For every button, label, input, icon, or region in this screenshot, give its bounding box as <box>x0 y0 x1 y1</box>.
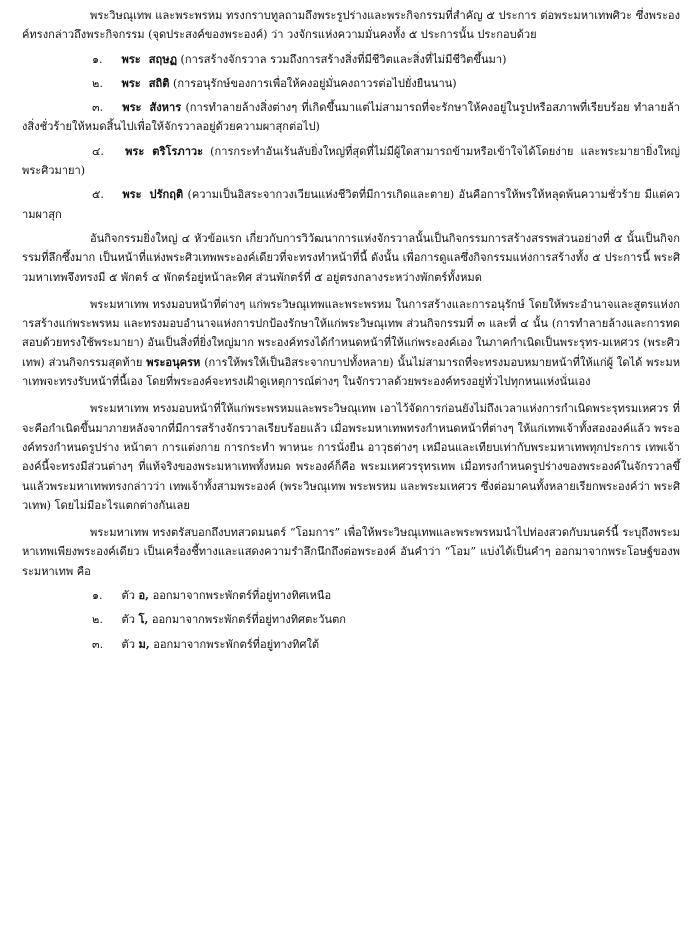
om-item-description: ออกมาจากพระพักตร์ที่อยู่ทางทิศเหนือ <box>152 589 332 603</box>
item-title: พระ <box>121 52 141 66</box>
list-item <box>22 185 680 224</box>
om-item-number: ๑. <box>92 589 103 603</box>
list-item <box>22 74 680 93</box>
item-description: (การกระทำอันเร้นลับยิ่งใหญ่ที่สุดที่ไม่มีผู้ใดสามารถข้ามหรือเข้าใจได้โดยง่าย และพระมายายิ่งใหญ่ พระศิวมายา) <box>22 144 680 178</box>
item-description: (การอนุรักษ์ของการเพื่อให้คงอยู่มั่นคงถาวรต่อไปยั่งยืนนาน) <box>173 76 457 90</box>
om-item-number: ๓. <box>92 637 104 651</box>
om-item-letter: อ, <box>138 589 150 603</box>
om-list-item <box>22 610 680 629</box>
item-name: สฤษฏ <box>148 52 178 66</box>
paragraph-om: พระมหาเทพ ทรงตรัสบอกถึงบทสวดมนตร์ “โอมการ” เพื่อให้พระวิษณุเทพและพระพรหมนำไปท่องสวดกับมนตร์นี้ ระบุถึงพระมหาเทพเพียงพระองค์เดียว เป็นเครื่องชี้ทางและแสดงความรำลึกนึกถึงต่อพระองค์ อันคำว่า “โอม” แบ่งได้เป็นคำๆ ออกมาจากพระโอษฐ์ของพระมหาเทพ คือ <box>22 526 680 578</box>
item-name: สังหาร <box>149 101 182 115</box>
paragraph-duties <box>22 295 680 391</box>
om-item-description: ออกมาจากพระพักตร์ที่อยู่ทางทิศตะวันตก <box>151 613 346 627</box>
om-item-description: ออกมาจากพระพักตร์ที่อยู่ทางทิศใต้ <box>153 637 320 651</box>
item-title: พระ <box>122 188 142 202</box>
item-description: (การสร้างจักรวาล รวมถึงการสร้างสิ่งที่มีชีวิตและสิ่งที่ไม่มีชีวิตขึ้นมา) <box>180 52 507 66</box>
duties-text-a: พระมหาเทพ ทรงมอบหน้าที่ต่างๆ แก่พระวิษณุเทพและพระพรหม ในการสร้างและการอนุรักษ์ โดยให้พระอำนาจและสูตรแห่งการสร้างแก่พระพรหม และทรงมอบอำนาจแห่งการปกป้องรักษาให้แก่พระวิษณุเทพ ส่วนกิจกรรมที่ ๓ และที่ ๔ นั้น (การทำลายล้างและการทดสอบด้วยทรงใช้พระมายา) อันเป็นสิ่งที่ยิ่งใหญ่มาก พระองค์ทรงได้กำหนดหน้าที่ให้แก่พระองค์เอง ในภาคกำเนิดเป็นพระรุทร-มเหศวร (พระศิวเทพ) ส่วนกิจกรรมสุดท้าย <box>22 297 680 369</box>
paragraph-four-activities: อันกิจกรรมยิ่งใหญ่ ๔ หัวข้อแรก เกี่ยวกับการวิวัฒนาการแห่งจักรวาลนั้นเป็นกิจกรรมการสร้างสรรพส่วนอย่างที่ ๕ นั้นเป็นกิจกรรมที่ลึกซึ้งมาก เป็นหน้าที่แห่งพระศิวเทพพระองค์เดียวที่จะทรงทำหน้าที่นี้ ดังนั้น เพื่อการดูแลซึ่งกิจกรรมแห่งการสร้างทั้ง ๕ ประการนี้ พระศิวมหาเทพจึงทรงมี ๕ พักตร์ ๔ พักตร์อยู่หน้าละทิศ ส่วนพักตร์ที่ ๕ อยู่ตรงกลางระหว่างพักตร์ทั้งหมด <box>22 231 680 284</box>
item-title: พระ <box>122 101 142 115</box>
item-name: สถิติ <box>148 76 170 90</box>
om-list-item <box>22 635 680 654</box>
item-description: (การทำลายล้างสิ่งต่างๆ ที่เกิดขึ้นมาแต่ไม่สามารถที่จะรักษาให้คงอยู่ในรูปหรือสภาพที่เรียบร้อย ทำลายล้างสิ่งชั่วร้ายให้หมดสิ้นไปเพื่อให้จักรวาลอยู่ด้วยความผาสุกต่อไป) <box>22 101 680 134</box>
om-item-number: ๒. <box>92 613 103 627</box>
item-title: พระ <box>121 76 141 90</box>
anugraha-term: พระอนุครห <box>146 355 201 369</box>
item-number: ๑. <box>92 52 103 66</box>
om-item-label: ตัว <box>121 637 135 651</box>
om-item-label: ตัว <box>121 589 135 603</box>
list-item <box>22 98 680 137</box>
duties-text-b: (การให้พรให้เป็นอิสระจากบาปทั้งหลาย) นั้นไม่สามารถที่จะทรงมอบหมายหน้าที่ให้แก่ผู้ ใดได้ พระมหาเทพจะทรงรับหน้าที่นี้เอง โดยที่พระองค์จะทรงเฝ้าดูเหตุการณ์ต่างๆ ในจักรวาลด้วยพระองค์ทรงอยู่ทั่วไปทุกหนแห่งนั่นเอง <box>22 355 681 389</box>
paragraph-rudra: พระมหาเทพ ทรงมอบหน้าที่ให้แก่พระพรหมและพระวิษณุเทพ เอาไว้จัดการก่อนยังไม่ถึงเวลาแห่งการกำเนิดพระรุทรมเหศวร ที่จะคือกำเนิดขึ้นมาภายหลังจากที่มีการสร้างจักรวาลเรียบร้อยแล้ว เมื่อพระมหาเทพทรงกำหนดหน้าที่ต่างๆ ให้แก่เทพเจ้าทั้งสององค์แล้ว พระองค์ทรงกำหนดรูปร่าง หน้าตา การแต่งกาย การกระทำ พาหนะ การนั่งยืน อาวุธต่างๆ เหมือนและเทียบเท่ากับพระมหาเทพทุกประการ เทพเจ้าองค์นี้จะทรงมีส่วนต่างๆ ที่แท้จริงของพระมหาเทพทั้งหมด พระองค์ก็คือ พระมเหศวรรุทรเทพ เมื่อทรงกำหนดรูปร่างของพระองค์ในจักรวาลขึ้นแล้วพระมหาเทพทรงกล่าวว่า เทพเจ้าทั้งสามพระองค์ (พระวิษณุเทพ พระพรหม และพระมเหศวร ซึ่งต่อมาคนทั้งหลายเรียกพระองค์ว่า พระศิวเทพ) โดยไม่มีอะไรแตกต่างกันเลย <box>22 402 680 512</box>
item-number: ๓. <box>92 101 104 115</box>
item-number: ๔. <box>92 144 104 158</box>
item-number: ๕. <box>92 188 104 202</box>
intro-paragraph: พระวิษณุเทพ และพระพรหม ทรงกราบทูลถามถึงพระรูปร่างและพระกิจกรรมที่สำคัญ ๕ ประการ ต่อพระมหาเทพศิวะ ซึ่งพระองค์ทรงกล่าวถึงพระกิจกรรม (จุดประสงค์ของพระองค์) ว่า วงจักรแห่งความมั่นคงทั้ง ๕ ประการนั้น ประกอบด้วย <box>22 9 680 42</box>
list-item <box>22 142 680 181</box>
item-number: ๒. <box>92 76 103 90</box>
item-description: (ความเป็นอิสระจากวงเวียนแห่งชีวิตที่มีการเกิดและตาย) อันคือการให้พรให้หลุดพ้นความชั่วร้าย มีแต่ความผาสุก <box>22 188 680 221</box>
om-list-item <box>22 586 680 605</box>
item-name: ปรักฤติ <box>149 188 184 202</box>
om-item-letter: โ, <box>138 613 149 627</box>
item-name: ตริโรภาวะ <box>152 144 204 158</box>
om-item-label: ตัว <box>121 613 135 627</box>
list-item <box>22 50 680 69</box>
item-title: พระ <box>125 144 145 158</box>
om-item-letter: ม, <box>138 637 150 651</box>
